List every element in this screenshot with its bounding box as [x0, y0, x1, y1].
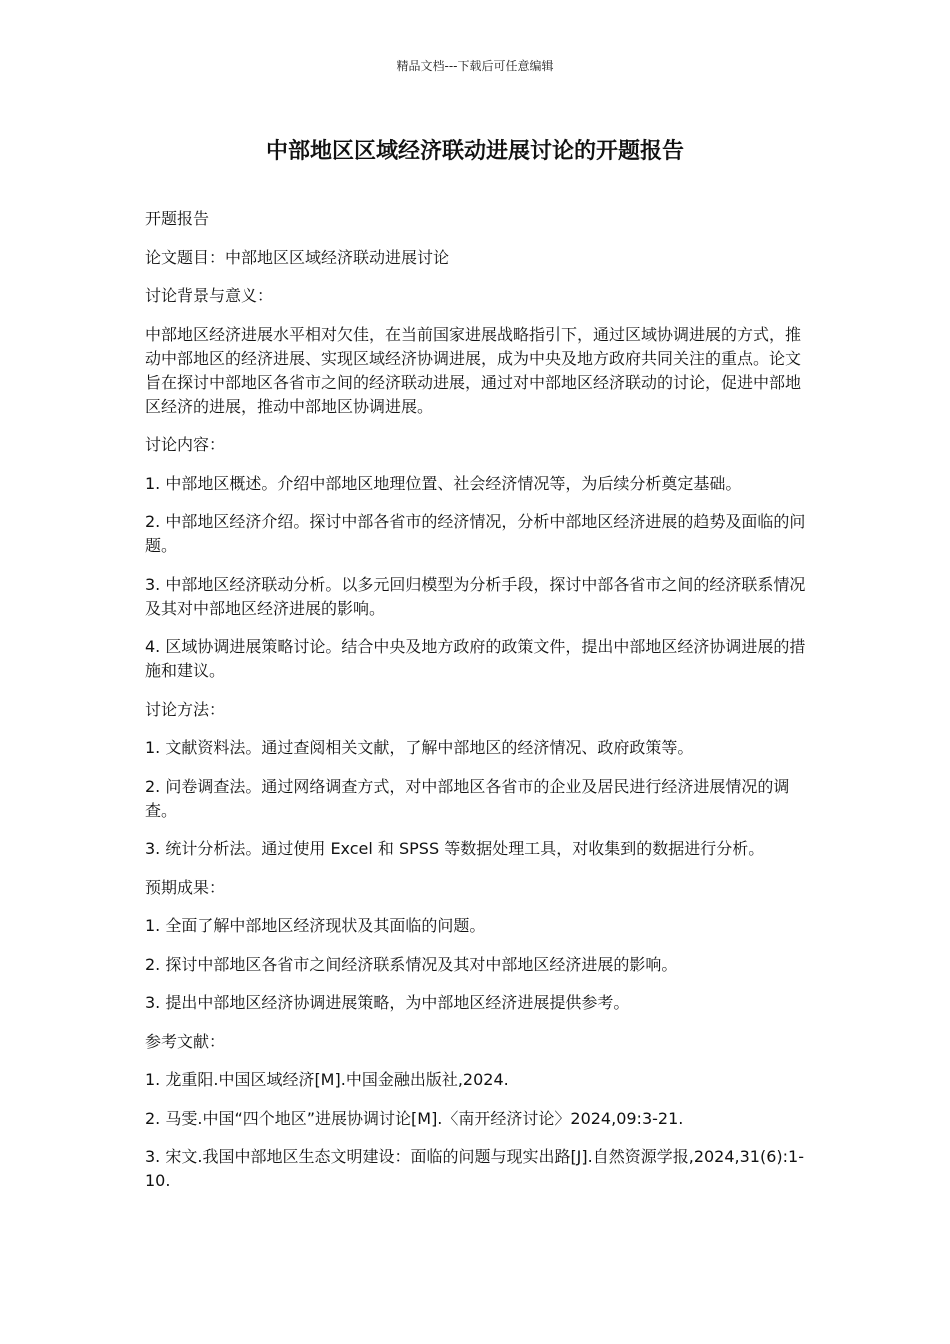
- header-note: 精品文档---下载后可任意编辑: [396, 59, 554, 73]
- method-item: 2. 问卷调查法。通过网络调查方式，对中部地区各省市的企业及居民进行经济进展情况的调查。: [145, 776, 790, 820]
- section-heading-background: 讨论背景与意义：: [145, 286, 274, 305]
- reference-item: 1. 龙重阳.中国区域经济[M].中国金融出版社,2024.: [145, 1070, 509, 1089]
- section-heading-references: 参考文献：: [145, 1031, 226, 1051]
- reference-item: 3. 宋文.我国中部地区生态文明建设：面临的问题与现实出路[J].自然资源学报,2024,31(6):1-10.: [145, 1147, 804, 1190]
- document-body: [145, 207, 810, 1208]
- background-paragraph: 中部地区经济进展水平相对欠佳，在当前国家进展战略指引下，通过区域协调进展的方式，推动中部地区的经济进展、实现区域经济协调进展，成为中央及地方政府共同关注的重点。论文旨在探讨中部地区各省市之间的经济联动进展，通过对中部地区经济联动的讨论，促进中部地区经济的进展，推动中部地区协调进展。: [145, 324, 802, 416]
- outcome-item: 2. 探讨中部地区各省市之间经济联系情况及其对中部地区经济进展的影响。: [145, 954, 678, 974]
- thesis-topic: 论文题目：中部地区区域经济联动进展讨论: [145, 247, 450, 267]
- section-heading-methods: 讨论方法：: [145, 699, 226, 719]
- outcome-item: 3. 提出中部地区经济协调进展策略，为中部地区经济进展提供参考。: [145, 993, 630, 1012]
- document-title: 中部地区区域经济联动进展讨论的开题报告: [265, 139, 684, 164]
- content-item: 2. 中部地区经济介绍。探讨中部各省市的经济情况，分析中部地区经济进展的趋势及面临的问题。: [145, 512, 806, 555]
- content-item: 1. 中部地区概述。介绍中部地区地理位置、社会经济情况等，为后续分析奠定基础。: [145, 473, 742, 493]
- outcome-item: 1. 全面了解中部地区经济现状及其面临的问题。: [145, 916, 486, 935]
- section-heading-outcomes: 预期成果：: [145, 877, 226, 897]
- section-label-report: 开题报告: [145, 209, 210, 228]
- reference-item: 2. 马雯.中国“四个地区”进展协调讨论[M].〈南开经济讨论〉2024,09:3-21.: [145, 1108, 684, 1128]
- section-heading-content: 讨论内容：: [145, 435, 226, 454]
- method-item: 3. 统计分析法。通过使用 Excel 和 SPSS 等数据处理工具，对收集到的数据进行分析。: [145, 839, 765, 858]
- method-item: 1. 文献资料法。通过查阅相关文献，了解中部地区的经济情况、政府政策等。: [145, 738, 694, 757]
- content-item: 3. 中部地区经济联动分析。以多元回归模型为分析手段，探讨中部各省市之间的经济联系情况及其对中部地区经济进展的影响。: [145, 574, 806, 618]
- content-item: 4. 区域协调进展策略讨论。结合中央及地方政府的政策文件，提出中部地区经济协调进展的措施和建议。: [145, 637, 806, 680]
